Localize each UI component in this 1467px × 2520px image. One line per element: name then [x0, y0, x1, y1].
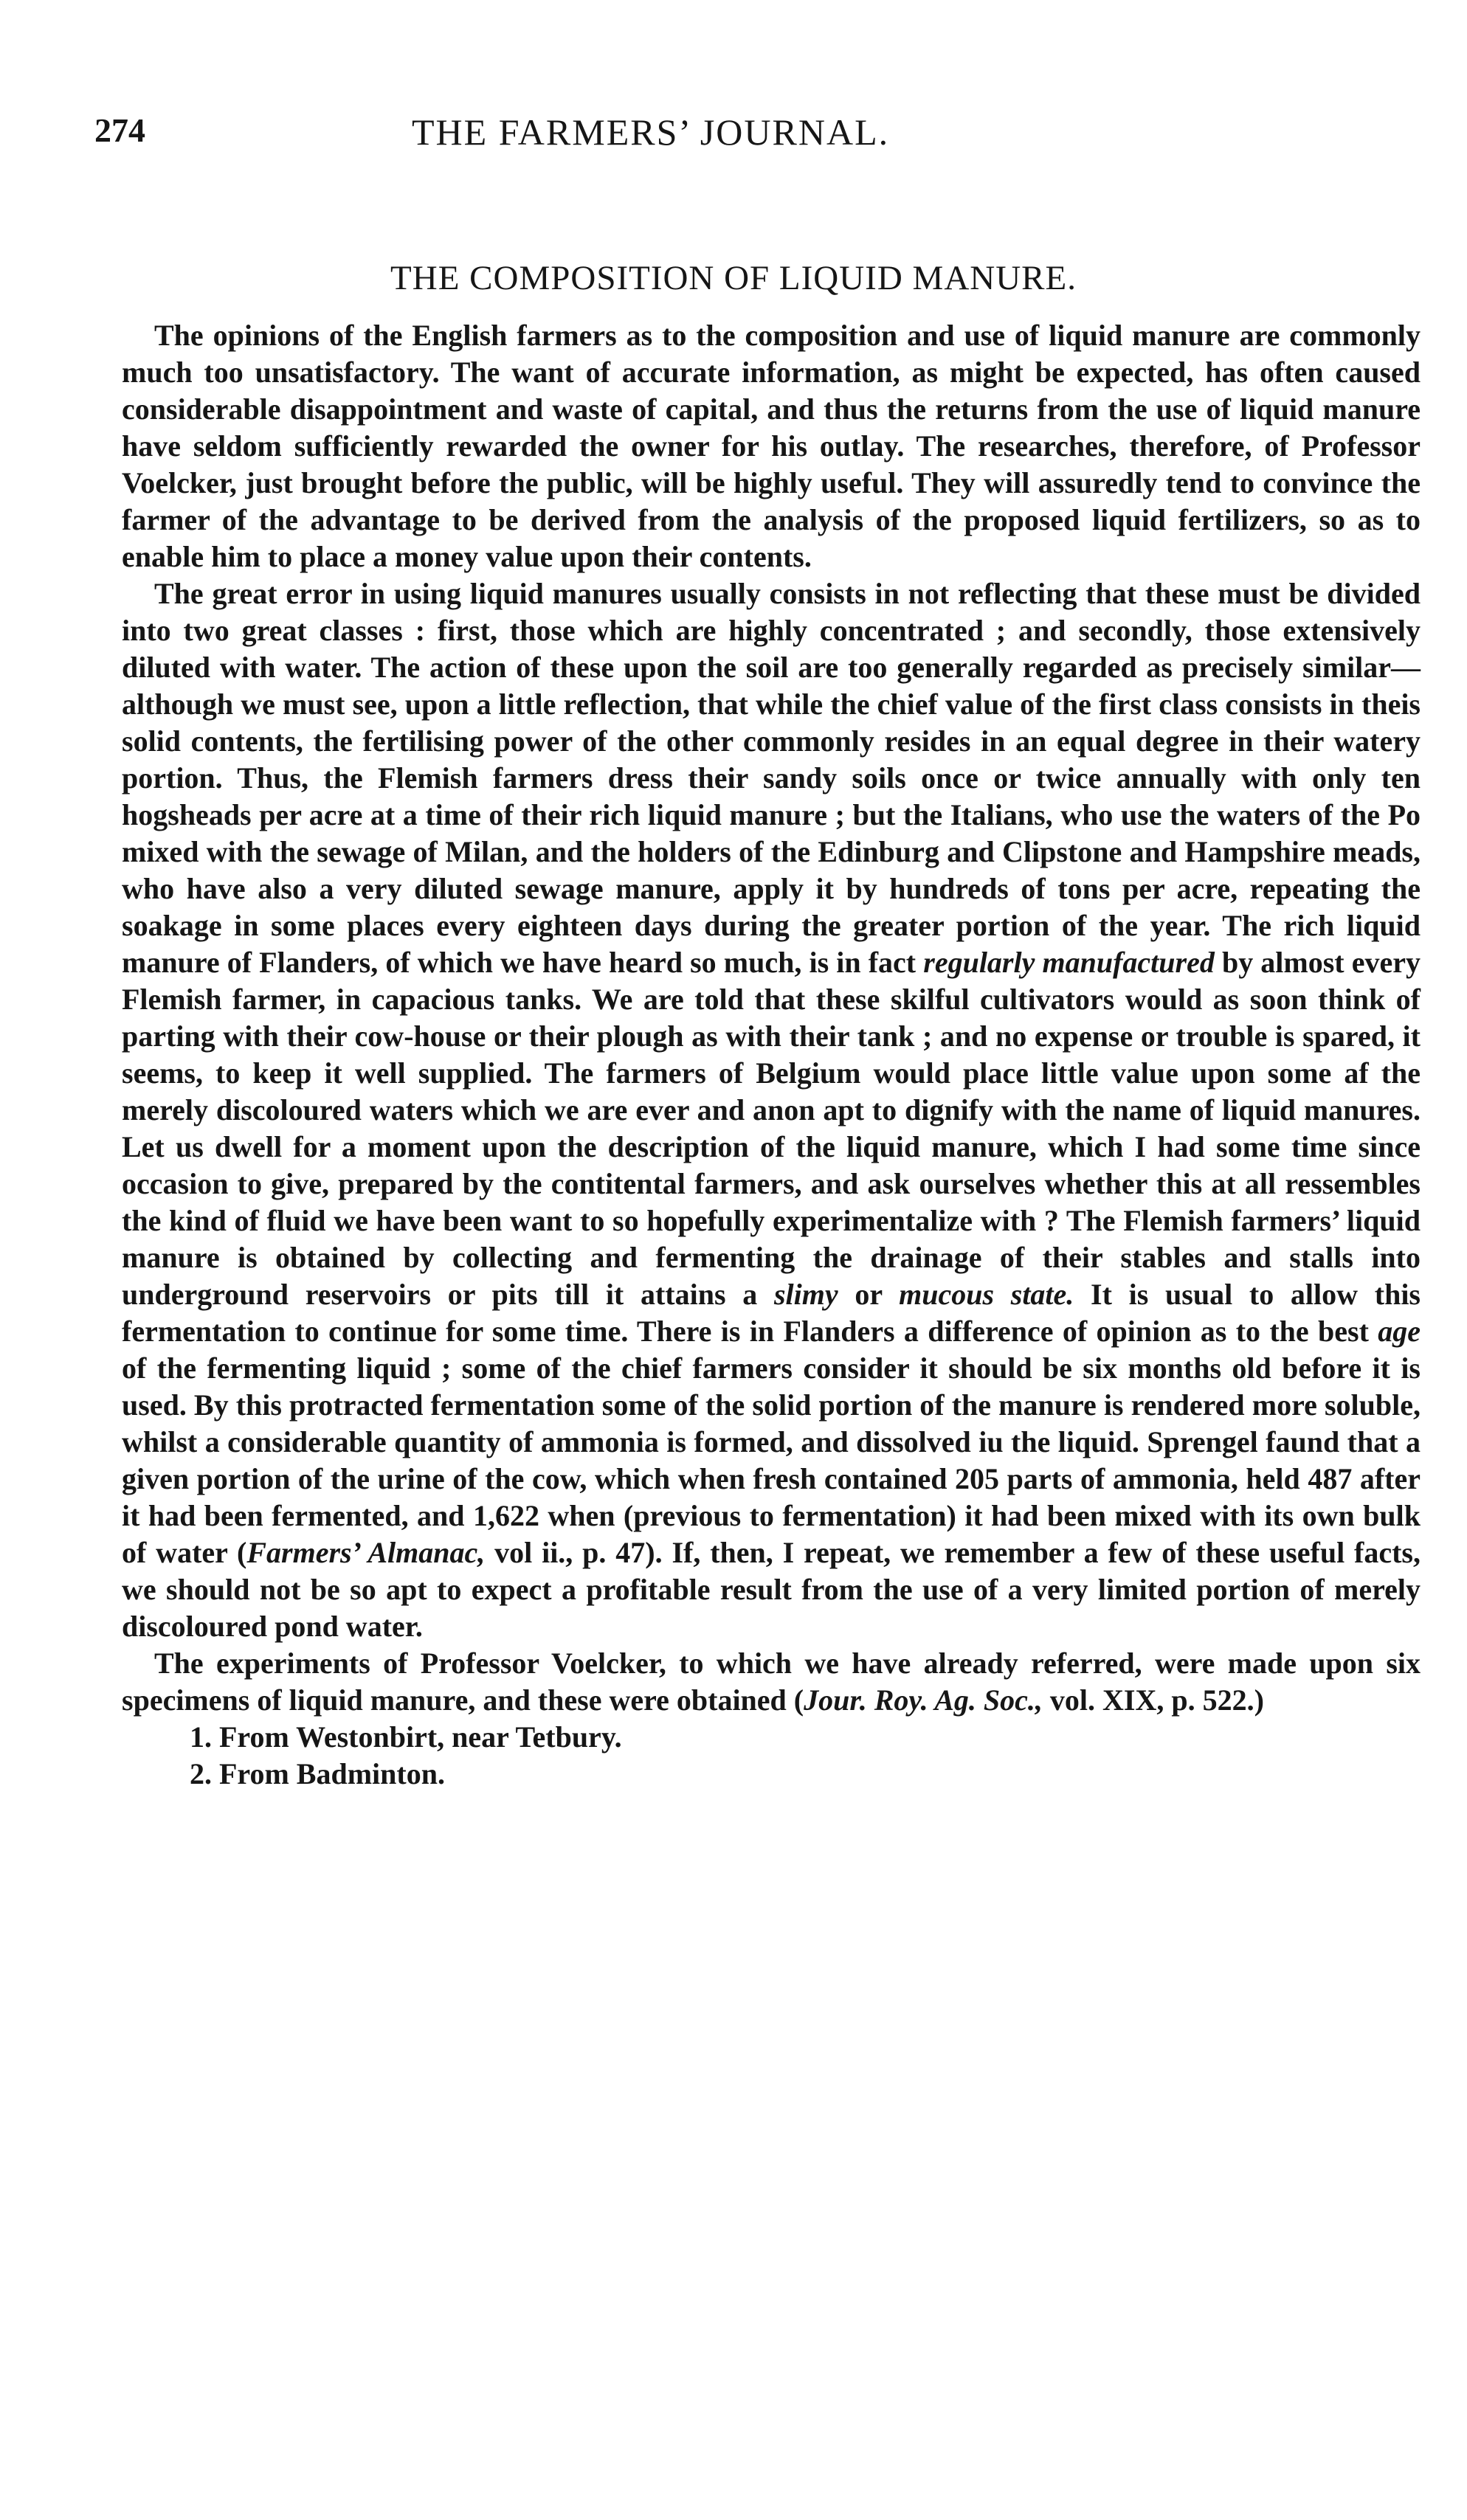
paragraph-2-text-d: It is usual to allow this fermentation to continue for some time. There is in Flanders a difference of opinion as to the best	[122, 1278, 1421, 1348]
emphasis-mucous-state: mucous state.	[899, 1278, 1074, 1311]
paragraph-3-text-a: The experiments of Professor Voelcker, to which we have already referred, were made upon six specimens of liquid manure, and these were obtained (	[122, 1647, 1421, 1717]
specimen-list	[122, 1719, 1421, 1793]
emphasis-regularly-manufactured: regularly manufactured	[923, 946, 1215, 979]
paragraph-3-text-b: vol. XIX, p. 522.)	[1042, 1683, 1264, 1717]
paragraph-1	[122, 317, 1421, 575]
paragraph-2-text-e: of the fermenting liquid ; some of the chief farmers consider it should be six months old before it is used. By this protracted fermentation some of the solid portion of the manure is rendered more soluble, whilst a considerable quantity of ammonia is formed, and dissolved iu the liquid. Sprengel faund that a given portion of the urine of the cow, which when fresh contained 205 parts of ammonia, held 487 after it had been fermented, and 1,622 when (previous to fermentation) it had been mixed with its own bulk of water (	[122, 1351, 1421, 1569]
article-body	[122, 317, 1421, 1793]
emphasis-age: age	[1378, 1315, 1421, 1348]
emphasis-slimy: slimy	[773, 1278, 838, 1311]
journal-title: THE FARMERS’ JOURNAL.	[412, 111, 890, 153]
emphasis-farmers-almanac: Farmers’ Almanac,	[246, 1536, 486, 1569]
paragraph-2	[122, 575, 1421, 1645]
article-title: THE COMPOSITION OF LIQUID MANURE.	[390, 259, 1077, 297]
paragraph-3	[122, 1645, 1421, 1719]
page-number: 274	[94, 111, 145, 149]
paragraph-2-text-a: The great error in using liquid manures usually consists in not reflecting that these must be divided into two great classes : first, those which are highly concentrated ; and secondly, those extensively diluted with water. The action of these upon the soil are too generally regarded as precisely similar—although we must see, upon a little reflection, that while the chief value of the first class consists in theis solid contents, the fertilising power of the other commonly resides in an equal degree in their watery portion. Thus, the Flemish farmers dress their sandy soils once or twice annually with only ten hogsheads per acre at a time of their rich liquid manure ; but the Italians, who use the waters of the Po mixed with the sewage of Milan, and the holders of the Edinburg and Clipstone and Hampshire meads, who have also a very diluted sewage manure, apply it by hundreds of tons per acre, repeating the soakage in some places every eighteen days during the greater portion of the year. The rich liquid manure of Flanders, of which we have heard so much, is in fact	[122, 577, 1421, 979]
paragraph-2-text-c: or	[838, 1278, 900, 1311]
paragraph-2-text-f: vol ii., p. 47). If, then, I repeat, we remember a few of these useful facts, we should not be so apt to expect a profitable result from the use of a very limited portion of merely discoloured pond water.	[122, 1536, 1421, 1643]
paragraph-1-text: The opinions of the English farmers as to the composition and use of liquid manure are commonly much too unsatisfactory. The want of accurate information, as might be expected, has often caused considerable disappointment and waste of capital, and thus the returns from the use of liquid manure have seldom sufficiently rewarded the owner for his outlay. The researches, therefore, of Professor Voelcker, just brought before the public, will be highly useful. They will assuredly tend to convince the farmer of the advantage to be derived from the analysis of the proposed liquid fertilizers, so as to enable him to place a money value upon their contents.	[122, 319, 1421, 573]
running-head	[94, 111, 1423, 162]
emphasis-journal-citation: Jour. Roy. Ag. Soc.,	[804, 1683, 1043, 1717]
list-item: 1. From Westonbirt, near Tetbury.	[190, 1720, 622, 1754]
list-item: 2. From Badminton.	[190, 1757, 445, 1790]
paragraph-2-text-b: by almost every Flemish farmer, in capacious tanks. We are told that these skilful cultivators would as soon think of parting with their cow-house or their plough as with their tank ; and no expense or trouble is spared, it seems, to keep it well supplied. The farmers of Belgium would place little value upon some af the merely discoloured waters which we are ever and anon apt to dignify with the name of liquid manures. Let us dwell for a moment upon the description of the liquid manure, which I had some time since occasion to give, prepared by the contitental farmers, and ask ourselves whether this at all ressembles the kind of fluid we have been want to so hopefully experimentalize with ? The Flemish farmers’ liquid manure is obtained by collecting and fermenting the drainage of their stables and stalls into underground reservoirs or pits till it attains a	[122, 946, 1421, 1311]
